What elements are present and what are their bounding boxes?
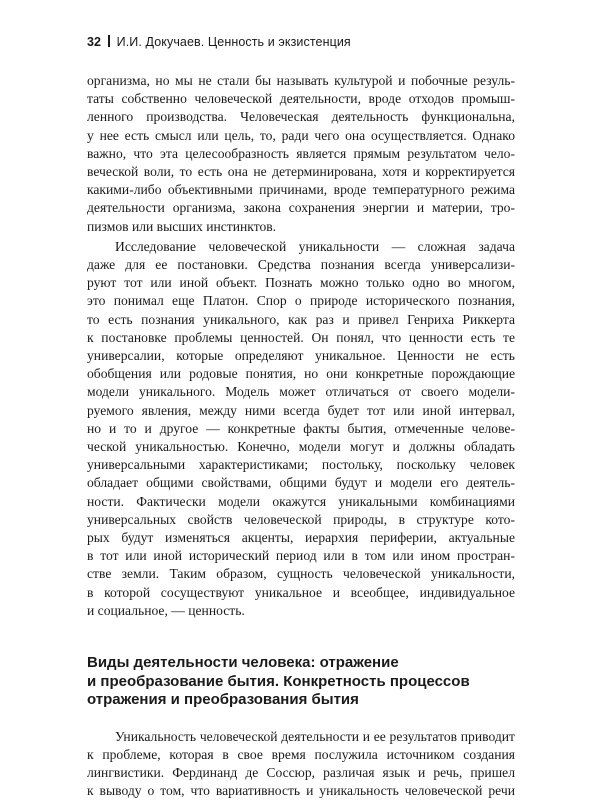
running-head (87, 34, 515, 50)
text-line: то есть познания уникального, как раз и привел Генриха Риккерта (87, 311, 515, 327)
text-line: обобщения или родовые понятия, но они конкретные порождающие (87, 366, 515, 382)
text-line: но и то и другое — конкретные факты бытия, отмеченные челове- (87, 420, 515, 436)
text-line: руют тот или иной объект. Познать можно только одно во многом, (87, 275, 515, 291)
text-line: Исследование человеческой уникальности — сложная задача (115, 238, 515, 254)
text-line: веческой воли, то есть она не детерминирована, хотя и корректируется (87, 164, 515, 180)
text-line: это понимал еще Платон. Спор о природе исторического познания, (87, 293, 515, 309)
body-text (87, 72, 515, 800)
running-head-title: И.И. Докучаев. Ценность и экзистенция (116, 35, 351, 49)
paragraph (87, 238, 515, 620)
heading-line: и преобразование бытия. Конкретность процессов (87, 672, 470, 690)
text-line: организма, но мы не стали бы называть культурой и побочные резуль- (87, 73, 515, 88)
text-line: универсальных свойств человеческой природы, в структуре кото- (87, 511, 515, 527)
section-heading (87, 654, 515, 710)
text-line: ленного производства. Человеческая деятельность функциональна, (87, 109, 515, 125)
text-line: стве земли. Таким образом, сущность человеческой уникальности, (87, 566, 515, 582)
text-line: универсалии, которые определяют уникальное. Ценности не есть (87, 348, 515, 364)
text-line: обладает общими свойствами, общими будут и модели его деятель- (87, 475, 515, 491)
text-line: у нее есть смысл или цель, то, ради чего она осуществляется. Однако (87, 127, 515, 143)
text-line: к проблеме, которая в свое время послужила источником создания (87, 746, 515, 762)
text-line: к выводу о том, что вариативность и уникальность человеческой речи (87, 783, 515, 799)
text-line: Уникальность человеческой деятельности и ее результатов приводит (115, 728, 515, 744)
text-line: даже для ее постановки. Средства познания всегда универсализи- (87, 257, 515, 273)
page-number: 32 (87, 35, 102, 49)
paragraph (87, 728, 515, 800)
text-line: деятельности организма, закона сохранения энергии и материи, тро- (87, 200, 515, 216)
text-line: лингвистики. Фердинанд де Соссюр, различая язык и речь, пришел (87, 765, 515, 780)
text-line: и социальное, — ценность. (87, 602, 245, 618)
text-line: рых будут изменяться акценты, иерархия периферии, актуальные (87, 530, 515, 546)
text-line: к постановке проблемы ценностей. Он понял, что ценности есть те (87, 329, 515, 345)
text-line: какими-либо объективными причинами, вроде температурного режима (87, 182, 515, 198)
text-line: универсальными характеристиками; постольку, поскольку человек (87, 457, 515, 473)
text-line: в тот или иной исторический период или в том или ином простран- (87, 548, 515, 564)
text-line: пизмов или высших инстинктов. (87, 218, 277, 234)
header-separator (108, 35, 110, 47)
heading-line: отражения и преобразования бытия (87, 691, 359, 709)
heading-line: Виды деятельности человека: отражение (87, 654, 399, 672)
text-line: руемого явления, между ними всегда будет тот или иной интервал, (87, 402, 515, 418)
text-line: таты собственно человеческой деятельности, вроде отходов промыш- (87, 91, 515, 107)
paragraph (87, 72, 515, 236)
text-line: ческой уникальностью. Конечно, модели могут и должны обладать (87, 439, 515, 455)
text-line: модели уникального. Модель может отличаться от своего модели- (87, 384, 515, 400)
text-line: ности. Фактически модели окажутся уникальными комбинациями (87, 493, 515, 509)
book-page (87, 34, 515, 800)
text-line: в которой сосуществуют уникальное и всеобщее, индивидуальное (87, 584, 515, 600)
text-line: важно, что эта целесообразность является прямым результатом чело- (87, 145, 515, 161)
